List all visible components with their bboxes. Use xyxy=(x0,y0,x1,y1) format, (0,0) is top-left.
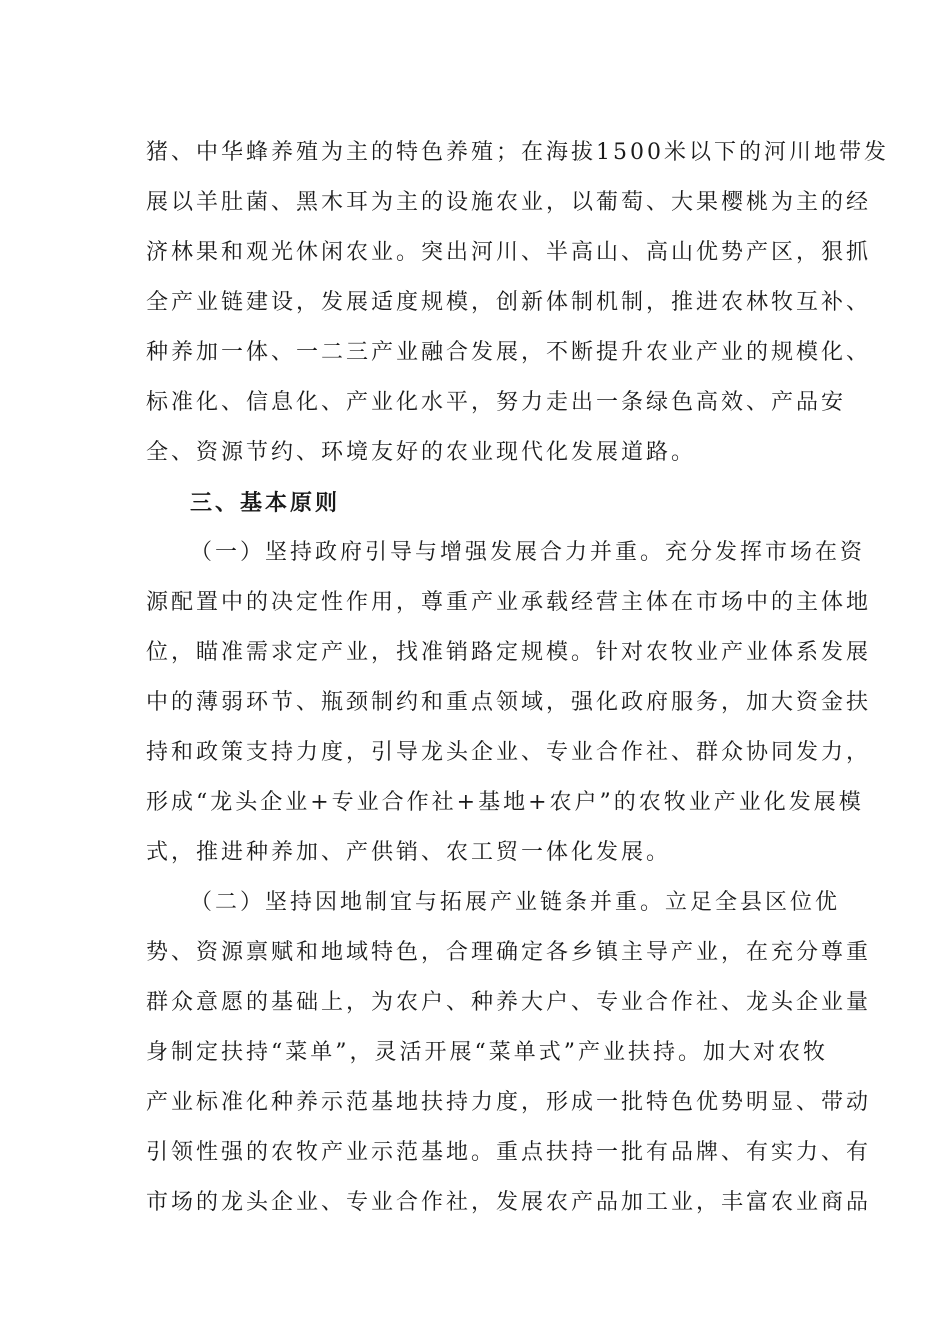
paragraph-line: 猪、中华蜂养殖为主的特色养殖；在海拔1500米以下的河川地带发 xyxy=(146,140,889,165)
paragraph-line: （一）坚持政府引导与增强发展合力并重。充分发挥市场在资 xyxy=(190,540,866,565)
paragraph-line: 标准化、信息化、产业化水平，努力走出一条绿色高效、产品安 xyxy=(146,390,847,415)
paragraph-line: 源配置中的决定性作用，尊重产业承载经营主体在市场中的主体地 xyxy=(146,590,872,615)
paragraph-line: 产业标准化种养示范基地扶持力度，形成一批特色优势明显、带动 xyxy=(146,1090,872,1115)
section-heading: 三、基本原则 xyxy=(190,490,341,516)
paragraph-line: 种养加一体、一二三产业融合发展，不断提升农业产业的规模化、 xyxy=(146,340,872,365)
paragraph-line: 式，推进种养加、产供销、农工贸一体化发展。 xyxy=(146,840,672,865)
paragraph-line: 势、资源禀赋和地域特色，合理确定各乡镇主导产业，在充分尊重 xyxy=(146,940,872,965)
paragraph-line: 中的薄弱环节、瓶颈制约和重点领域，强化政府服务，加大资金扶 xyxy=(146,690,872,715)
paragraph-line: 引领性强的农牧产业示范基地。重点扶持一批有品牌、有实力、有 xyxy=(146,1140,872,1165)
paragraph-line: 形成“龙头企业+专业合作社+基地+农户”的农牧业产业化发展模 xyxy=(146,790,864,815)
paragraph-line: 位，瞄准需求定产业，找准销路定规模。针对农牧业产业体系发展 xyxy=(146,640,872,665)
paragraph-line: 持和政策支持力度，引导龙头企业、专业合作社、群众协同发力， xyxy=(146,740,872,765)
paragraph-line: （二）坚持因地制宜与拓展产业链条并重。立足全县区位优 xyxy=(190,890,841,915)
paragraph-line: 群众意愿的基础上，为农户、种养大户、专业合作社、龙头企业量 xyxy=(146,990,872,1015)
paragraph-line: 市场的龙头企业、专业合作社，发展农产品加工业，丰富农业商品 xyxy=(146,1190,872,1215)
paragraph-line: 全、资源节约、环境友好的农业现代化发展道路。 xyxy=(146,440,697,465)
paragraph-line: 全产业链建设，发展适度规模，创新体制机制，推进农林牧互补、 xyxy=(146,290,872,315)
paragraph-line: 济林果和观光休闲农业。突出河川、半高山、高山优势产区，狠抓 xyxy=(146,240,872,265)
paragraph-line: 展以羊肚菌、黑木耳为主的设施农业，以葡萄、大果樱桃为主的经 xyxy=(146,190,872,215)
paragraph-line: 身制定扶持“菜单”，灵活开展“菜单式”产业扶持。加大对农牧 xyxy=(146,1040,828,1065)
